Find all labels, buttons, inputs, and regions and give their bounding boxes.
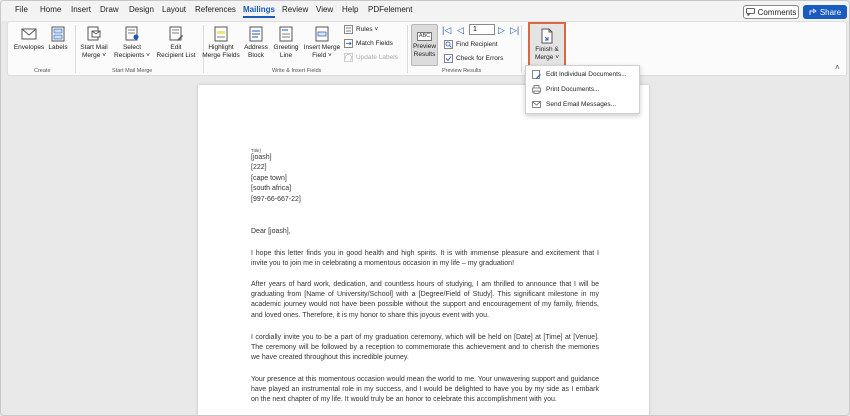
edit-documents-icon [532, 70, 541, 79]
rules-button[interactable] [344, 25, 378, 34]
tab-pdfelement[interactable]: PDFelement [368, 5, 413, 14]
share-icon [809, 8, 817, 16]
insert-merge-field-button[interactable] [302, 26, 342, 60]
finish-merge-content [530, 24, 564, 62]
labels-icon [50, 26, 66, 42]
highlight-merge-fields-label-2: Merge Fields [202, 52, 240, 59]
highlight-merge-fields-button[interactable] [201, 26, 241, 60]
tab-mailings[interactable]: Mailings [243, 5, 276, 14]
menu-item-label: Print Documents... [546, 86, 600, 93]
menu-item-send-email-messages[interactable] [532, 100, 616, 109]
finish-merge-menu [525, 65, 640, 114]
share-label: Share [819, 7, 842, 17]
finish-merge-button[interactable] [528, 22, 566, 68]
menu-bar [1, 1, 850, 21]
labels-label: Labels [48, 44, 68, 51]
share-button[interactable] [803, 5, 847, 19]
group-label-preview-results: Preview Results [442, 68, 482, 74]
select-recipients-icon [124, 26, 140, 42]
finish-merge-label-1: Finish & [535, 46, 559, 53]
paragraph-1: I hope this letter finds you in good health and high spirits. It is with immense pleasure and excitement that I invite you to join me in celebrating a momentous occasion in my life – my graduation! [251, 250, 599, 268]
envelopes-label: Envelopes [13, 44, 45, 51]
envelopes-button[interactable] [14, 26, 44, 52]
select-recipients-label-1: Select [122, 44, 142, 51]
labels-button[interactable] [46, 26, 70, 52]
start-mail-merge-label-2: Merge ˅ [81, 52, 107, 59]
preview-results-button[interactable] [411, 24, 438, 66]
rules-label: Rules ˅ [356, 26, 379, 33]
greeting-line-label-2: Line [279, 52, 293, 59]
address-line: [south africa] [251, 185, 292, 193]
collapse-ribbon-icon[interactable]: ˄ [835, 63, 840, 72]
tab-references[interactable]: References [195, 5, 236, 14]
greeting-line-label-1: Greeting [273, 44, 299, 51]
start-mail-merge-button[interactable] [77, 26, 111, 60]
address-block-button[interactable] [242, 26, 270, 60]
group-label-write-insert-fields: Write & Insert Fields [272, 68, 322, 74]
update-labels-icon [344, 53, 353, 62]
comment-icon [746, 8, 755, 16]
edit-recipient-list-label-1: Edit [170, 44, 182, 51]
first-record-icon[interactable]: |◁ [442, 25, 452, 35]
title-field: Title} [251, 148, 261, 153]
tab-design[interactable]: Design [129, 5, 154, 14]
check-for-errors-label: Check for Errors [456, 55, 504, 62]
record-number-input[interactable] [469, 24, 495, 35]
check-for-errors-button[interactable] [444, 54, 503, 63]
highlight-merge-fields-label-1: Highlight [208, 44, 234, 51]
previous-record-icon[interactable]: ◁ [457, 25, 464, 35]
match-fields-icon [344, 39, 353, 48]
next-record-icon[interactable]: ▷ [498, 25, 505, 35]
match-fields-label: Match Fields [356, 40, 393, 47]
find-recipient-button[interactable] [444, 40, 498, 49]
address-line: [222] [251, 164, 267, 172]
edit-recipient-list-label-2: Recipient List [156, 52, 196, 59]
match-fields-button[interactable] [344, 39, 393, 48]
paragraph-3: I cordially invite you to be a part of my graduation ceremony, which will be held on [Date] at [Time] at [Venue]. The ceremony will be followed by a reception to commemorate this achievement and to cherish the memories we have created throughout this incredible journey. [251, 334, 599, 362]
select-recipients-button[interactable] [112, 26, 152, 60]
address-block-label-2: Block [248, 52, 264, 59]
ribbon-mailings [7, 21, 847, 76]
tab-view[interactable]: View [316, 5, 334, 14]
address-block [251, 153, 599, 205]
tab-draw[interactable]: Draw [100, 5, 119, 14]
address-block-label-1: Address [244, 44, 268, 51]
paragraph-2: After years of hard work, dedication, and countless hours of studying, I am thrilled to announce that I will be graduating from [Name of University/School] with a [Degree/Field of Study]. This significant milestone in my academic journey would not have been possible without the support and encouragement of my family, friends, and loved ones. Therefore, it is my honor to share this joyous event with you. [251, 281, 599, 319]
update-labels-label: Update Labels [356, 54, 398, 61]
update-labels-button[interactable] [344, 53, 398, 62]
address-line: [joash] [251, 154, 272, 161]
rules-icon [344, 25, 353, 34]
menu-item-edit-individual-documents[interactable] [532, 70, 627, 79]
tab-review[interactable]: Review [282, 5, 309, 14]
menu-item-label: Send Email Messages... [546, 101, 617, 108]
check-for-errors-icon [444, 54, 453, 63]
group-separator [407, 25, 408, 73]
tab-layout[interactable]: Layout [162, 5, 187, 14]
select-recipients-label-2: Recipients ˅ [114, 52, 150, 59]
menu-item-label: Edit Individual Documents... [546, 71, 627, 78]
tab-help[interactable]: Help [342, 5, 359, 14]
insert-merge-field-icon [314, 26, 330, 42]
address-block-icon [248, 26, 264, 42]
highlight-merge-fields-icon [213, 26, 229, 42]
group-label-create: Create [34, 68, 51, 74]
start-mail-merge-icon [86, 26, 102, 42]
finish-merge-label-2: Merge ˅ [534, 54, 560, 61]
menu-item-print-documents[interactable] [532, 85, 599, 94]
greeting-line-button[interactable] [271, 26, 301, 60]
preview-abc-icon: ABC [417, 32, 432, 42]
preview-results-label-2: Results [413, 50, 436, 58]
finish-merge-icon [539, 28, 555, 44]
find-recipient-label: Find Recipient [456, 41, 498, 48]
tab-file[interactable]: File [15, 5, 28, 14]
start-mail-merge-label-1: Start Mail [80, 44, 108, 51]
group-label-start-mail-merge: Start Mail Merge [112, 68, 153, 74]
preview-results-label-1: Preview [412, 43, 437, 51]
tab-home[interactable]: Home [40, 5, 62, 14]
insert-merge-field-label-1: Insert Merge [303, 44, 341, 51]
paragraph-4: Your presence at this momentous occasion would mean the world to me. Your unwavering support and guidance have played an instrumental role in my success, and I would be delighted to have you by my side as I embark on the next chapter of my life. It would truly be an honor to celebrate this accomplishment with you. [251, 376, 600, 404]
find-recipient-icon [444, 40, 453, 49]
group-separator [521, 25, 522, 73]
address-line: [997-66-667-22] [251, 195, 301, 203]
comments-button[interactable] [743, 5, 799, 19]
address-line: [cape town] [251, 174, 287, 182]
email-icon [532, 100, 541, 109]
tab-insert[interactable]: Insert [71, 5, 92, 14]
print-icon [532, 85, 541, 94]
document-page[interactable] [198, 85, 649, 416]
greeting-line: Dear [joash], [251, 228, 291, 235]
comments-label: Comments [757, 7, 797, 17]
greeting-line-icon [278, 26, 294, 42]
edit-recipient-list-button[interactable] [153, 26, 199, 60]
insert-merge-field-label-2: Field ˅ [312, 52, 332, 59]
group-separator [75, 25, 76, 73]
envelope-icon [21, 26, 37, 42]
edit-recipient-list-icon [168, 26, 184, 42]
last-record-icon[interactable]: ▷| [510, 25, 520, 35]
